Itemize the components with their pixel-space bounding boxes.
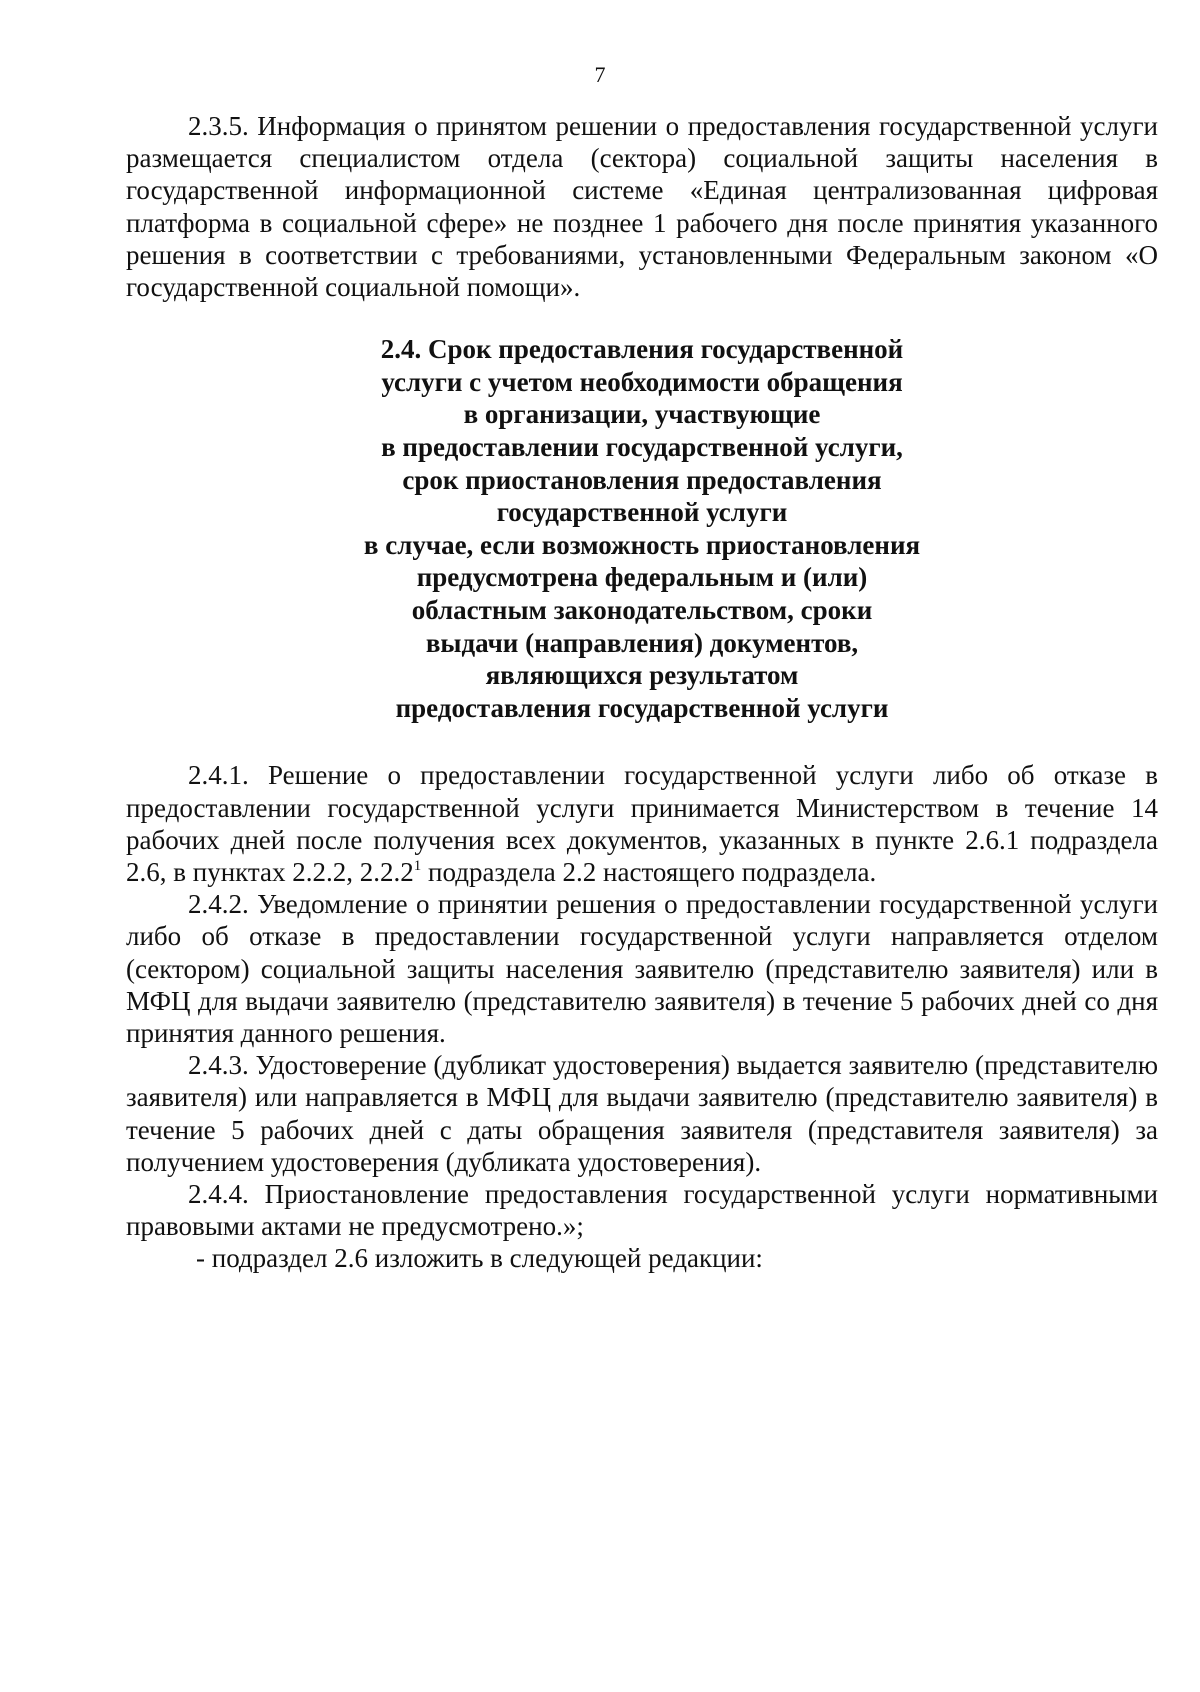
document-body (126, 110, 1158, 1275)
paragraph-2-4-1 (126, 759, 1158, 888)
heading-line: государственной услуги (496, 497, 788, 528)
heading-line: в предоставлении государственной услуги, (381, 432, 903, 462)
heading-line: выдачи (направления) документов, (425, 627, 859, 658)
paragraph-2-4-4: 2.4.4. Приостановление предоставления государственной услуги нормативными правовыми актами не предусмотрено.»; (126, 1178, 1158, 1242)
page-number: 7 (594, 62, 606, 87)
paragraph-2-4-2: 2.4.2. Уведомление о принятии решения о предоставлении государственной услуги либо об отказе в предоставлении государственной услуги направляется отделом (сектором) социальной защиты населения заявителю (представителю заявителя) или в МФЦ для выдачи заявителю (представителю заявителя) в течение 5 рабочих дней со дня принятия данного решения. (126, 889, 1158, 1048)
paragraph-2-3-5: 2.3.5. Информация о принятом решении о предоставления государственной услуги размещается специалистом отдела (сектора) социальной защиты населения в государственной информационной системе «Единая централизованная цифровая платформа в социальной сфере» не позднее 1 рабочего дня после принятия указанного решения в соответствии с требованиями, установленными Федеральным законом «О государственной социальной помощи». (126, 111, 1158, 303)
amendment-item: - подраздел 2.6 изложить в следующей редакции: (196, 1243, 763, 1274)
paragraph-2-4-1-text: 2.4.1. Решение о предоставлении государственной услуги либо об отказе в предоставлении государственной услуги принимается Министерством в течение 14 рабочих дней после получения всех документов, указанных в пункте 2.6.1 подраздела 2.6, в пунктах 2.2.2, 2.2.2 (126, 760, 1158, 887)
superscript-marker: 1 (413, 857, 422, 874)
section-heading-2-4 (292, 333, 992, 724)
heading-line: областным законодательством, сроки (411, 594, 873, 625)
heading-line: услуги с учетом необходимости обращения (381, 366, 903, 397)
heading-line: являющихся результатом (485, 660, 799, 691)
heading-line: 2.4. Срок предоставления государственной (380, 334, 904, 365)
heading-line: предусмотрена федеральным и (или) (416, 562, 868, 593)
heading-line: в случае, если возможность приостановления (363, 529, 921, 560)
heading-line: предоставления государственной услуги (395, 692, 889, 723)
heading-line: в организации, участвующие (463, 399, 821, 430)
paragraph-2-4-3: 2.4.3. Удостоверение (дубликат удостоверения) выдается заявителю (представителю заявителя) или направляется в МФЦ для выдачи заявителю (представителю заявителя) в течение 5 рабочих дней с даты обращения заявителя (представителя заявителя) за получением удостоверения (дубликата удостоверения). (126, 1050, 1158, 1177)
heading-line: срок приостановления предоставления (402, 464, 882, 495)
paragraph-2-4-1-tail: подраздела 2.2 настоящего подраздела. (421, 856, 877, 887)
